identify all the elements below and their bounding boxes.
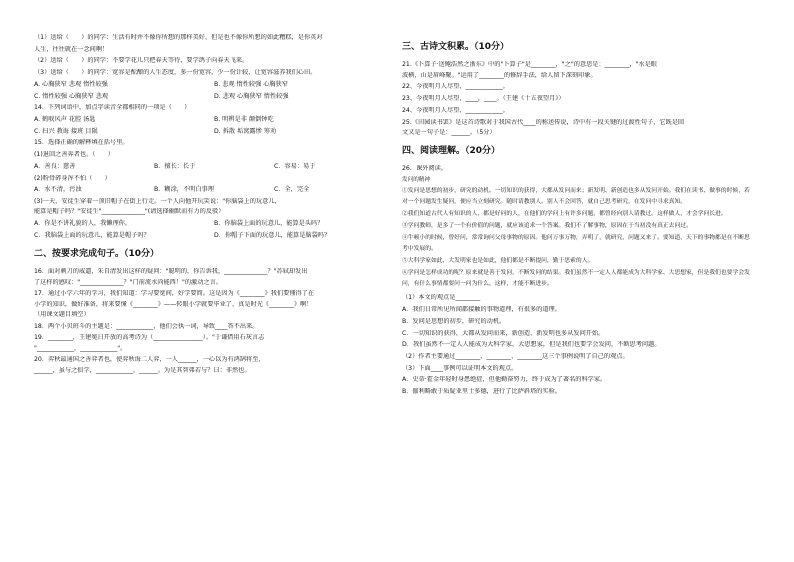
q23: 23、今夜明月人尽望，____，____。（王建《十五夜望月》） [402, 95, 565, 103]
reading-passage [402, 186, 754, 290]
q13-item-1a: （1）送给（ ）的同学：生活有时并不像你所想的那样美好，但是也不像你所想的如此糟糕，是你英对 [34, 34, 323, 41]
q22: 22、今夜明月人尽望，____________。 [402, 83, 509, 91]
q20b: ______，虽与之俱学，____________，______。为是其智弗若与？曰：非然也。 [34, 366, 251, 374]
q13-item-2: （2）送给（ ）的同学：不要学花儿只把春天等待，要学鸽子向春天飞来。 [34, 57, 249, 65]
passage-paragraph: ③学问教师，是多了一个有价值的问题，就应该追求一个答案。我们不了解事物，原因在于当初没有真正去问过。 [402, 223, 692, 230]
q15-3-options-row-2 [34, 232, 394, 239]
reading-q3: （3）下面____事例可以证明本文的观点。 [402, 364, 518, 372]
q15-2: (2)粉骨碎身浑不怕（ ） [34, 174, 111, 182]
reading-q1-option: C．一切知识的获得，大都从发问而来，新创造、新发明也多从发问开始。 [402, 329, 605, 337]
section-3-title: 三、古诗文积累。（10分） [402, 42, 510, 52]
option: B. 悲观 惰性较强 心胸狭窄 [214, 80, 288, 88]
passage-paragraph: ④牛顿小的时候，曾好问，常常询问父母事物的原因。他问万事万物，弄明了，就研究，问题又来了。要知道，天下的事物都是在不断思考中发展的。 [402, 235, 750, 253]
passage-paragraph: ①发问是思想的初步，研究的动机。一切知识的获得，大都从发问而来；新发明、新创造也多从发问开始。我们在读书、做事的时候，若对一个问题发生疑问，便应当立刻研究。随时请教别人。别人不会回答，就自己思考研究，在发问中寻求真知。 [402, 188, 750, 206]
q24: 24、今夜明月人尽望，____________。 [402, 106, 509, 114]
option: A．善良：慈善 [34, 162, 76, 170]
passage-title: 发问的精神 [402, 177, 430, 184]
q13-options-row-2 [34, 93, 394, 100]
q25b: 文又是一句子是：______。（5分） [402, 128, 496, 136]
option: A．水不清，污浊 [34, 186, 82, 194]
option: C．全，完全 [274, 186, 310, 194]
q15-1: (1)退回之善奔者也。（ ） [34, 151, 114, 159]
option: D. 拆散 垢窝露惨 筹劝 [214, 127, 277, 135]
option: C．我脑袋上面的玩意儿，能算是帽子吗？ [34, 231, 150, 239]
section-4-title: 四、阅读理解。（20分） [402, 145, 501, 156]
q15-3-options-row-1 [34, 220, 394, 227]
option: C．容易：易于 [274, 162, 316, 170]
option: B．擅长：长于 [154, 162, 196, 170]
q15-2-options [34, 186, 394, 193]
q14-options-row-2 [34, 128, 394, 135]
q21b: 波横，山是眉峰聚。"运用了________的修辞手法，给人留下深刻印象。 [402, 71, 597, 79]
reading-q1: （1）本文的观点是________ [402, 294, 481, 302]
q15-stem: 15．选择正确的解释填在括号里。 [34, 139, 129, 147]
section-2-title: 二、按要求完成句子。（10分） [34, 248, 160, 259]
option: B．你脑袋上面的玩意儿，能算是头吗？ [214, 220, 324, 228]
q25a: 25.《田园读书罢》是这首诗歌对于我国古代____的称送传说，诗中有一段关键的过渡性句子，它既是回 [402, 118, 685, 126]
option: B. 明辨是非 颠倒钟吃 [214, 116, 274, 124]
passage-paragraph: ②我们知道古代人有知识的人，都是好问的人，在他们的学问上有许多问题，都曾经向别人请教过。这样做人，才会学问长进。 [402, 211, 727, 218]
q19b: "____________，____________"。 [34, 344, 127, 352]
q20a: 20．弈秋最通国之善弈者也，使弈秋诲二人弈，一人______，一心以为有鸿鹄将至， [34, 356, 265, 364]
q13-item-3: （3）送给（ ）的同学：宽容是酝酿的人生态度，多一份宽容，少一份计较，让宽容滋养我们心田。 [34, 69, 317, 77]
q14-options-row-1 [34, 116, 394, 123]
reading-q3-option: B．伽利略敢于质疑亚里士多德，进行了比萨斜塔的实验。 [402, 388, 561, 396]
q21a: 21.《卜算子·送鲍浩然之浙东》中的"卜算子"是________，"之"的意思是：________，"水是眼 [402, 61, 657, 69]
q15-3b: 能算是帽子吗？"安徒生"______________"(请选择幽默而有力的反驳） [34, 208, 225, 216]
option: D. 悲观 心胸狭窄 惰性较强 [214, 92, 289, 100]
q13-options-row-1 [34, 81, 394, 88]
passage-paragraph: ⑤大科学家如此，大发明家也是如此，他们都是不断提问，勤于思索的人。 [402, 258, 594, 265]
q17a: 17．通过小学六年的学习，我们知道：学习要宽间，好学要简。这是因为《________》我们要懂得了在 [34, 290, 315, 298]
reading-q1-option: A．我们日常所见所闻都接触的事物道理，有很多的道理。 [402, 306, 561, 314]
q18: 18．两个小贝班斗的主题是：____________，他们会执一词，导致____答不出来。 [34, 322, 259, 330]
option: D．你帽子下面的玩意儿，能算是脑袋吗？ [214, 231, 331, 239]
q26-stem: 26．课外阅读。 [402, 165, 447, 173]
option: C. 惰性较强 心胸狭窄 悲观 [34, 92, 109, 100]
q15-1-options [34, 163, 394, 170]
q13-item-1b: 人生，往往就在一念间啊！ [34, 45, 109, 53]
passage-paragraph: ⑥学问是怎样成功的呢？原来就是善于发问，不断发问的结果。我们虽然不一定人人都能成为大科学家、大思想家，但是我们也要学会发问，有什么事情都要问一问为什么，这样，才能不断进步。 [402, 270, 750, 288]
q19a: 19．________，王建冕日开放的高考诗为（________________）。"于谦借用石灰言志 [34, 334, 265, 342]
reading-q2: （2）作者主要通过________、________、________这三个事例说明了自己的观点。 [402, 353, 629, 361]
right-column [402, 42, 762, 400]
q16b: 了这样的感叹："______________？"门前流水尚能西！"的激动之言。 [34, 278, 222, 286]
q17b: 小学的知识。做好准备，将来要懂《________》——转眼小学就要毕业了，真是时光《________》啊！ [34, 300, 313, 308]
option: A. 鹤唳风声 花腔 汤匙 [34, 116, 96, 124]
option: A. 心胸狭窄 悲观 惰性较强 [34, 80, 108, 88]
q16a: 16．面对刺刀的威逼，朱自清发出这样的疑问："聪明的，你告诉我，______________？"苏轼却发出 [34, 268, 308, 276]
option: A．你是不讲礼貌的人，我懒理你。 [34, 220, 132, 228]
option: C. 扫兴 教诲 接班 目陨 [34, 127, 98, 135]
reading-q3-option: A．史蒂·霍金年轻时身患绝症，但他勤奋努力，终于成为了著名的科学家。 [402, 376, 607, 384]
q17c: （用课文题目填空） [34, 310, 90, 318]
option: B．糊涂，不明白事理 [154, 186, 214, 194]
reading-q1-option: D．我们虽然不一定人人能成为大科学家，大思想家，但是我们也要学会发问，不断思考问题。 [402, 341, 661, 349]
left-column [34, 34, 394, 378]
q15-3a: (3)一天，安徒生穿着一顶旧帽子在街上行走。一个人向他开玩笑说："你脑袋上的玩意儿， [34, 198, 281, 206]
reading-q1-option: B．发问是思想的初步，研究的动机。 [402, 317, 506, 325]
q14-stem: 14．下列词语中，加点字读音全都相同的一项是（ ） [34, 104, 191, 112]
